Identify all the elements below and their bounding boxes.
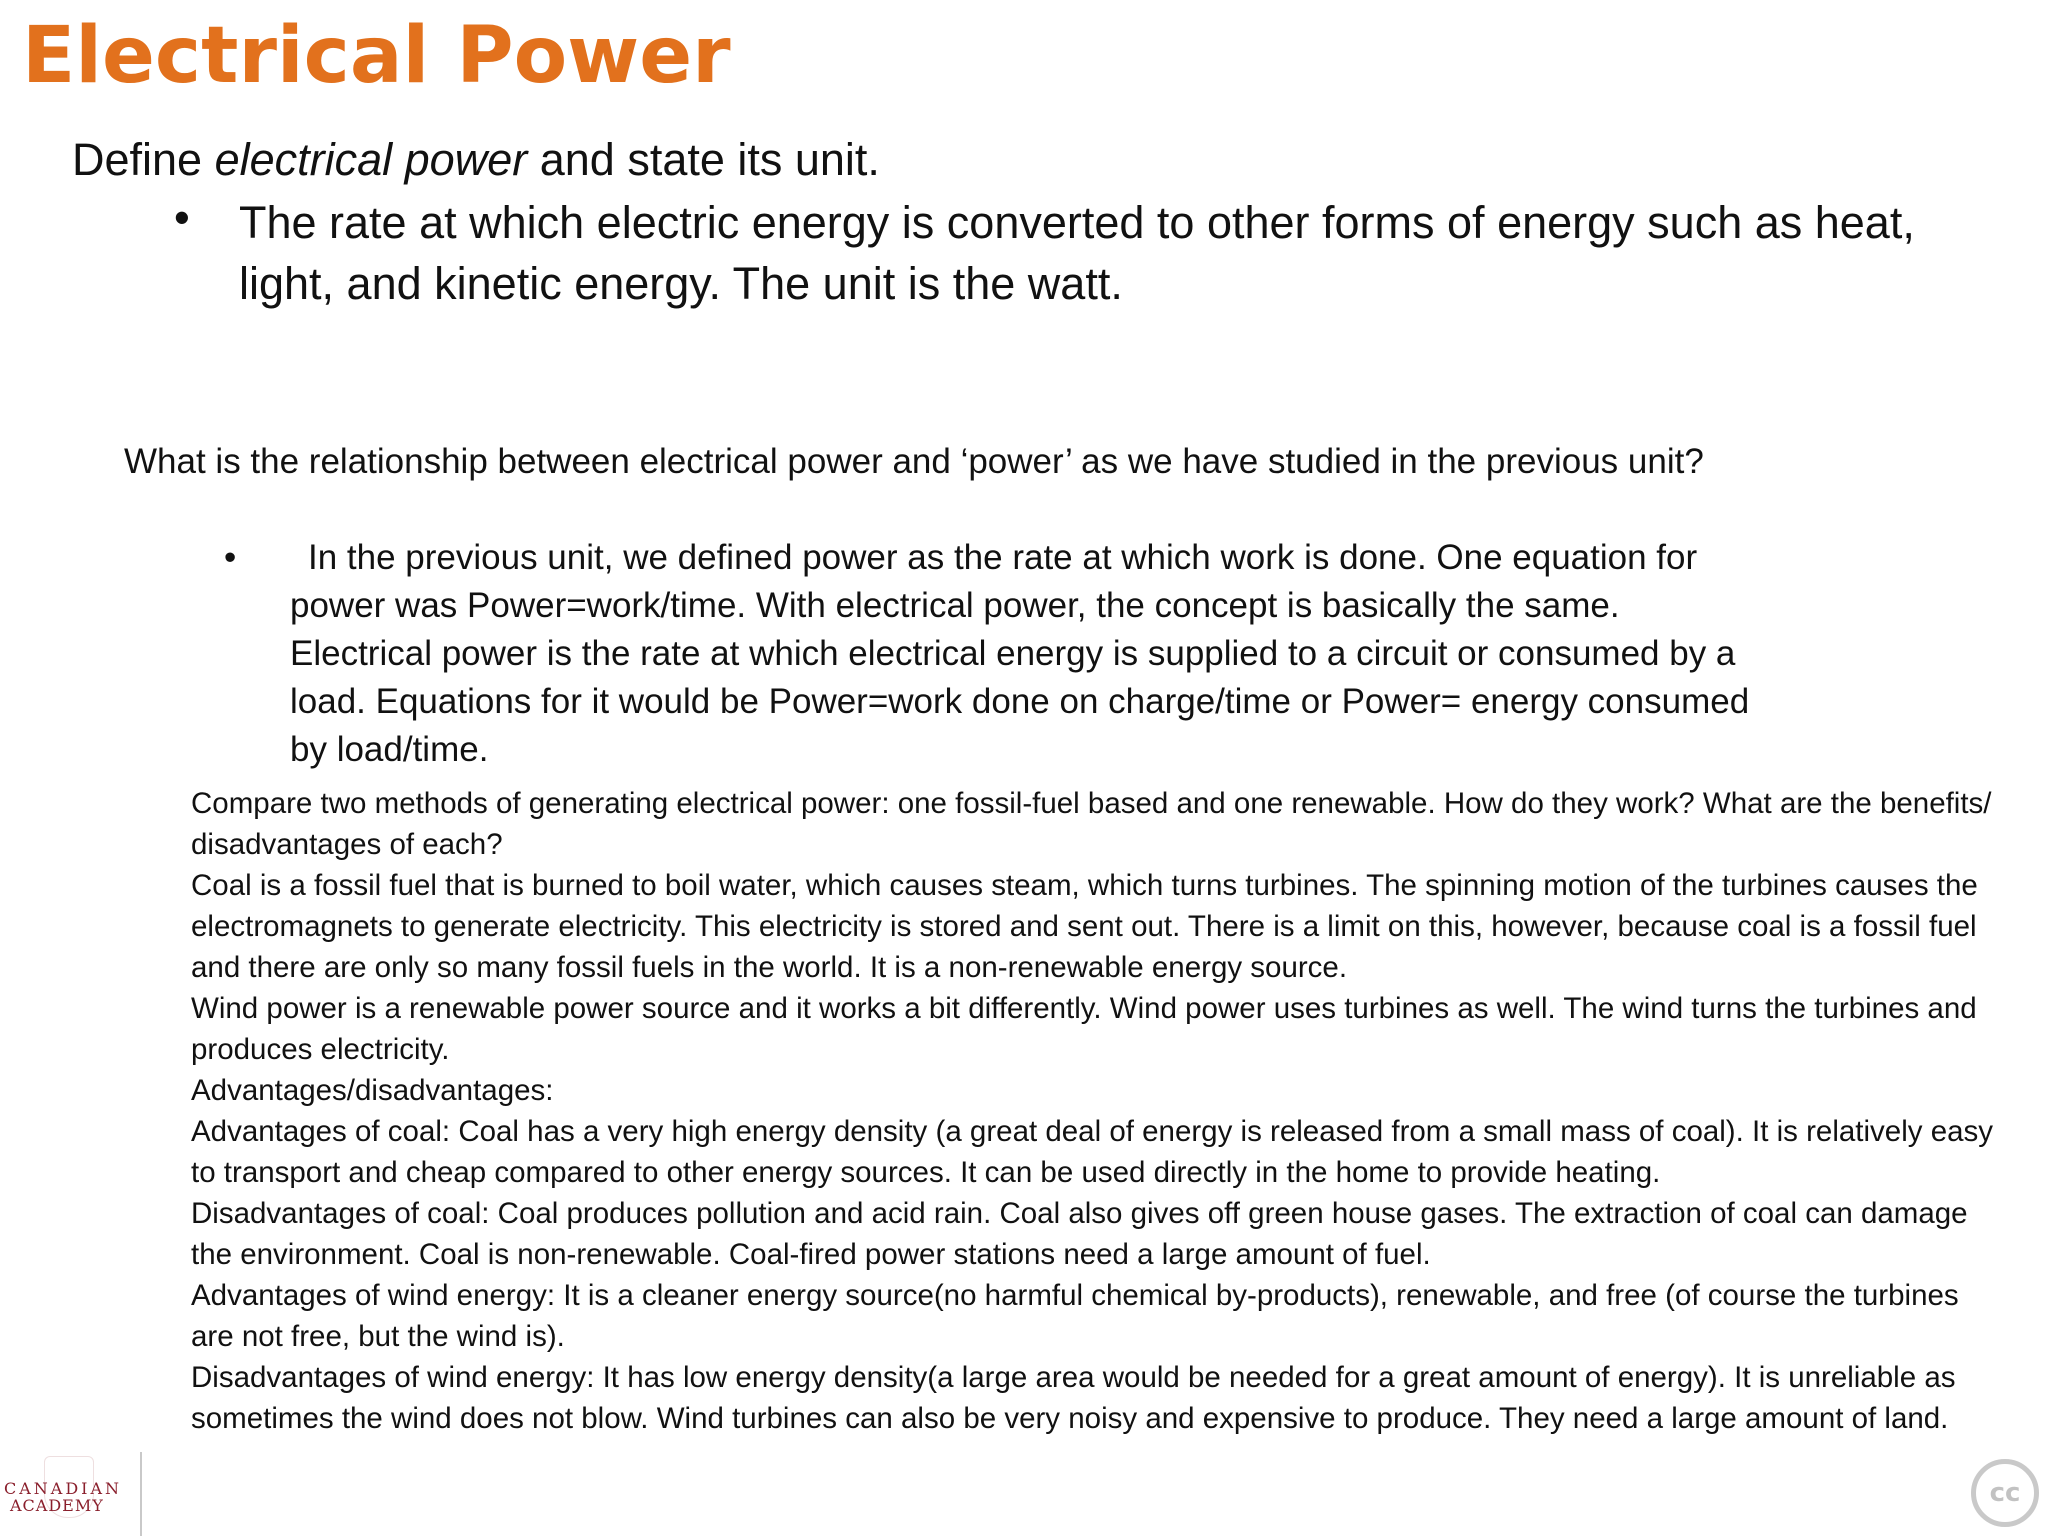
wind-disadvantages: Disadvantages of wind energy: It has low energy density(a large area would be needed for a great amount of energy). It is unreliable as sometimes the wind does not blow. Wind turbines can also be very noisy and expensive to produce. They need a large amount of land.	[191, 1361, 1956, 1435]
comparison-text-block	[191, 783, 2001, 1439]
logo-line-2: ACADEMY	[10, 1496, 104, 1515]
bullet-icon: •	[224, 538, 237, 577]
question-define-power	[72, 130, 880, 190]
question-relationship: What is the relationship between electrical power and ‘power’ as we have studied in the previous unit?	[124, 442, 1704, 481]
wind-explanation: Wind power is a renewable power source and it works a bit differently. Wind power uses turbines as well. The wind turns the turbines and produces electricity.	[191, 992, 1977, 1066]
advantages-heading: Advantages/disadvantages:	[191, 1074, 554, 1107]
question-term: electrical power	[214, 134, 528, 185]
comparison-question: Compare two methods of generating electrical power: one fossil-fuel based and one renewable. How do they work? What are the benefits/ disadvantages of each?	[191, 787, 1992, 861]
canadian-academy-logo	[0, 1452, 142, 1536]
question-prefix: Define	[72, 134, 215, 185]
coal-advantages: Advantages of coal: Coal has a very high energy density (a great deal of energy is released from a small mass of coal). It is relatively easy to transport and cheap compared to other energy sources. It can be used directly in the home to provide heating.	[191, 1115, 1994, 1189]
question-suffix: and state its unit.	[527, 134, 880, 185]
logo-line-1: CANADIAN	[4, 1479, 123, 1498]
slide-title: Electrical Power	[22, 11, 731, 101]
bullet-icon: •	[174, 192, 190, 243]
creative-commons-icon: cc	[1971, 1459, 2039, 1527]
answer-definition: The rate at which electric energy is converted to other forms of energy such as heat, light, and kinetic energy. The unit is the watt.	[239, 197, 1915, 309]
wind-advantages: Advantages of wind energy: It is a cleaner energy source(no harmful chemical by-products), renewable, and free (of course the turbines are not free, but the wind is).	[191, 1279, 1959, 1353]
coal-disadvantages: Disadvantages of coal: Coal produces pollution and acid rain. Coal also gives off green house gases. The extraction of coal can damage the environment. Coal is non-renewable. Coal-fired power stations need a large amount of fuel.	[191, 1197, 1968, 1271]
coal-explanation: Coal is a fossil fuel that is burned to boil water, which causes steam, which turns turbines. The spinning motion of the turbines causes the electromagnets to generate electricity. This electricity is stored and sent out. There is a limit on this, however, because coal is a fossil fuel and there are only so many fossil fuels in the world. It is a non-renewable energy source.	[191, 869, 1978, 984]
answer-relationship: In the previous unit, we defined power as the rate at which work is done. One equation for power was Power=work/time. With electrical power, the concept is basically the same. Electrical power is the rate at which electrical energy is supplied to a circuit or consumed by a load. Equations for it would be Power=work done on charge/time or Power= energy consumed by load/time.	[290, 538, 1750, 769]
